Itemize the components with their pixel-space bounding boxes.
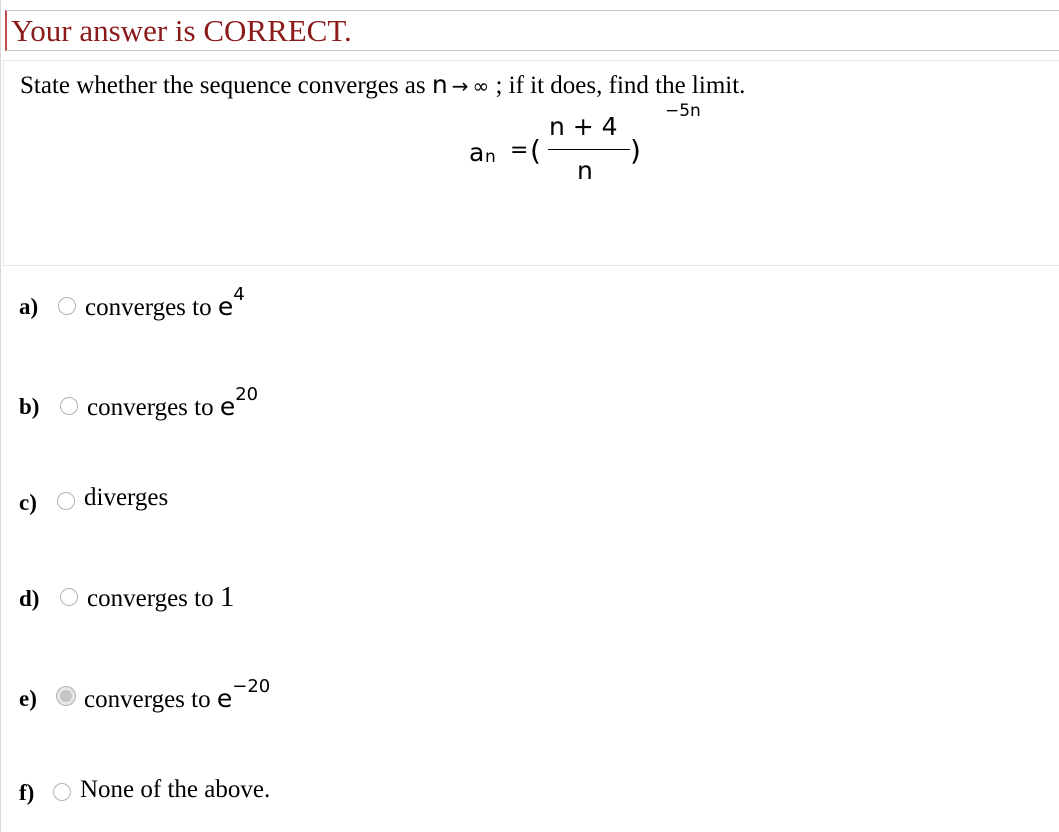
question-statement xyxy=(20,70,745,100)
option-text: converges to xyxy=(87,585,220,612)
formula-open-paren: ( xyxy=(530,134,541,167)
option-f[interactable] xyxy=(0,772,600,812)
arrow-symbol: → xyxy=(451,74,469,98)
option-letter: d) xyxy=(19,586,40,611)
formula-exponent: −5n xyxy=(665,101,701,121)
formula-close-paren: ) xyxy=(630,134,641,167)
option-label: None of the above. xyxy=(80,776,271,803)
question-prefix: State whether the sequence converges as xyxy=(20,72,432,99)
radio-button[interactable] xyxy=(58,297,76,315)
option-exponent: 20 xyxy=(235,384,259,405)
option-a[interactable] xyxy=(0,284,600,324)
formula-denominator: n xyxy=(577,156,593,185)
radio-button[interactable] xyxy=(53,783,71,801)
radio-button[interactable] xyxy=(60,397,78,415)
option-b[interactable] xyxy=(0,384,600,424)
n-variable: n xyxy=(431,70,448,99)
option-label xyxy=(84,676,271,714)
option-text: converges to xyxy=(85,294,218,321)
option-letter: e) xyxy=(19,686,37,711)
option-letter: b) xyxy=(19,394,40,419)
radio-button[interactable] xyxy=(60,588,78,606)
option-exponent: −20 xyxy=(232,676,271,697)
option-letter: f) xyxy=(19,780,35,805)
question-suffix: ; if it does, find the limit. xyxy=(489,72,746,99)
option-value: 1 xyxy=(219,581,235,613)
option-label xyxy=(87,384,259,422)
option-exponent: 4 xyxy=(233,284,245,305)
option-d[interactable] xyxy=(0,576,600,616)
infinity-symbol: ∞ xyxy=(472,74,490,98)
option-label: diverges xyxy=(84,484,169,511)
option-label xyxy=(85,284,245,322)
option-c[interactable] xyxy=(0,480,600,520)
option-text: converges to xyxy=(84,686,217,713)
option-e[interactable] xyxy=(0,676,600,716)
option-base: e xyxy=(216,684,233,713)
option-text: converges to xyxy=(87,394,220,421)
result-banner xyxy=(5,10,1059,51)
radio-button[interactable] xyxy=(57,492,75,510)
formula-lhs: a xyxy=(469,138,485,167)
result-text: Your answer is CORRECT. xyxy=(11,13,352,48)
formula-numerator: n + 4 xyxy=(549,112,618,141)
option-letter: c) xyxy=(19,490,37,515)
option-base: e xyxy=(219,392,236,421)
formula-lhs-subscript: n xyxy=(485,147,496,167)
option-base: e xyxy=(217,292,234,321)
option-letter: a) xyxy=(19,294,39,319)
radio-button-selected[interactable] xyxy=(57,687,75,705)
fraction-bar xyxy=(548,149,630,150)
formula-equals: = xyxy=(510,138,529,163)
option-label xyxy=(87,581,234,614)
